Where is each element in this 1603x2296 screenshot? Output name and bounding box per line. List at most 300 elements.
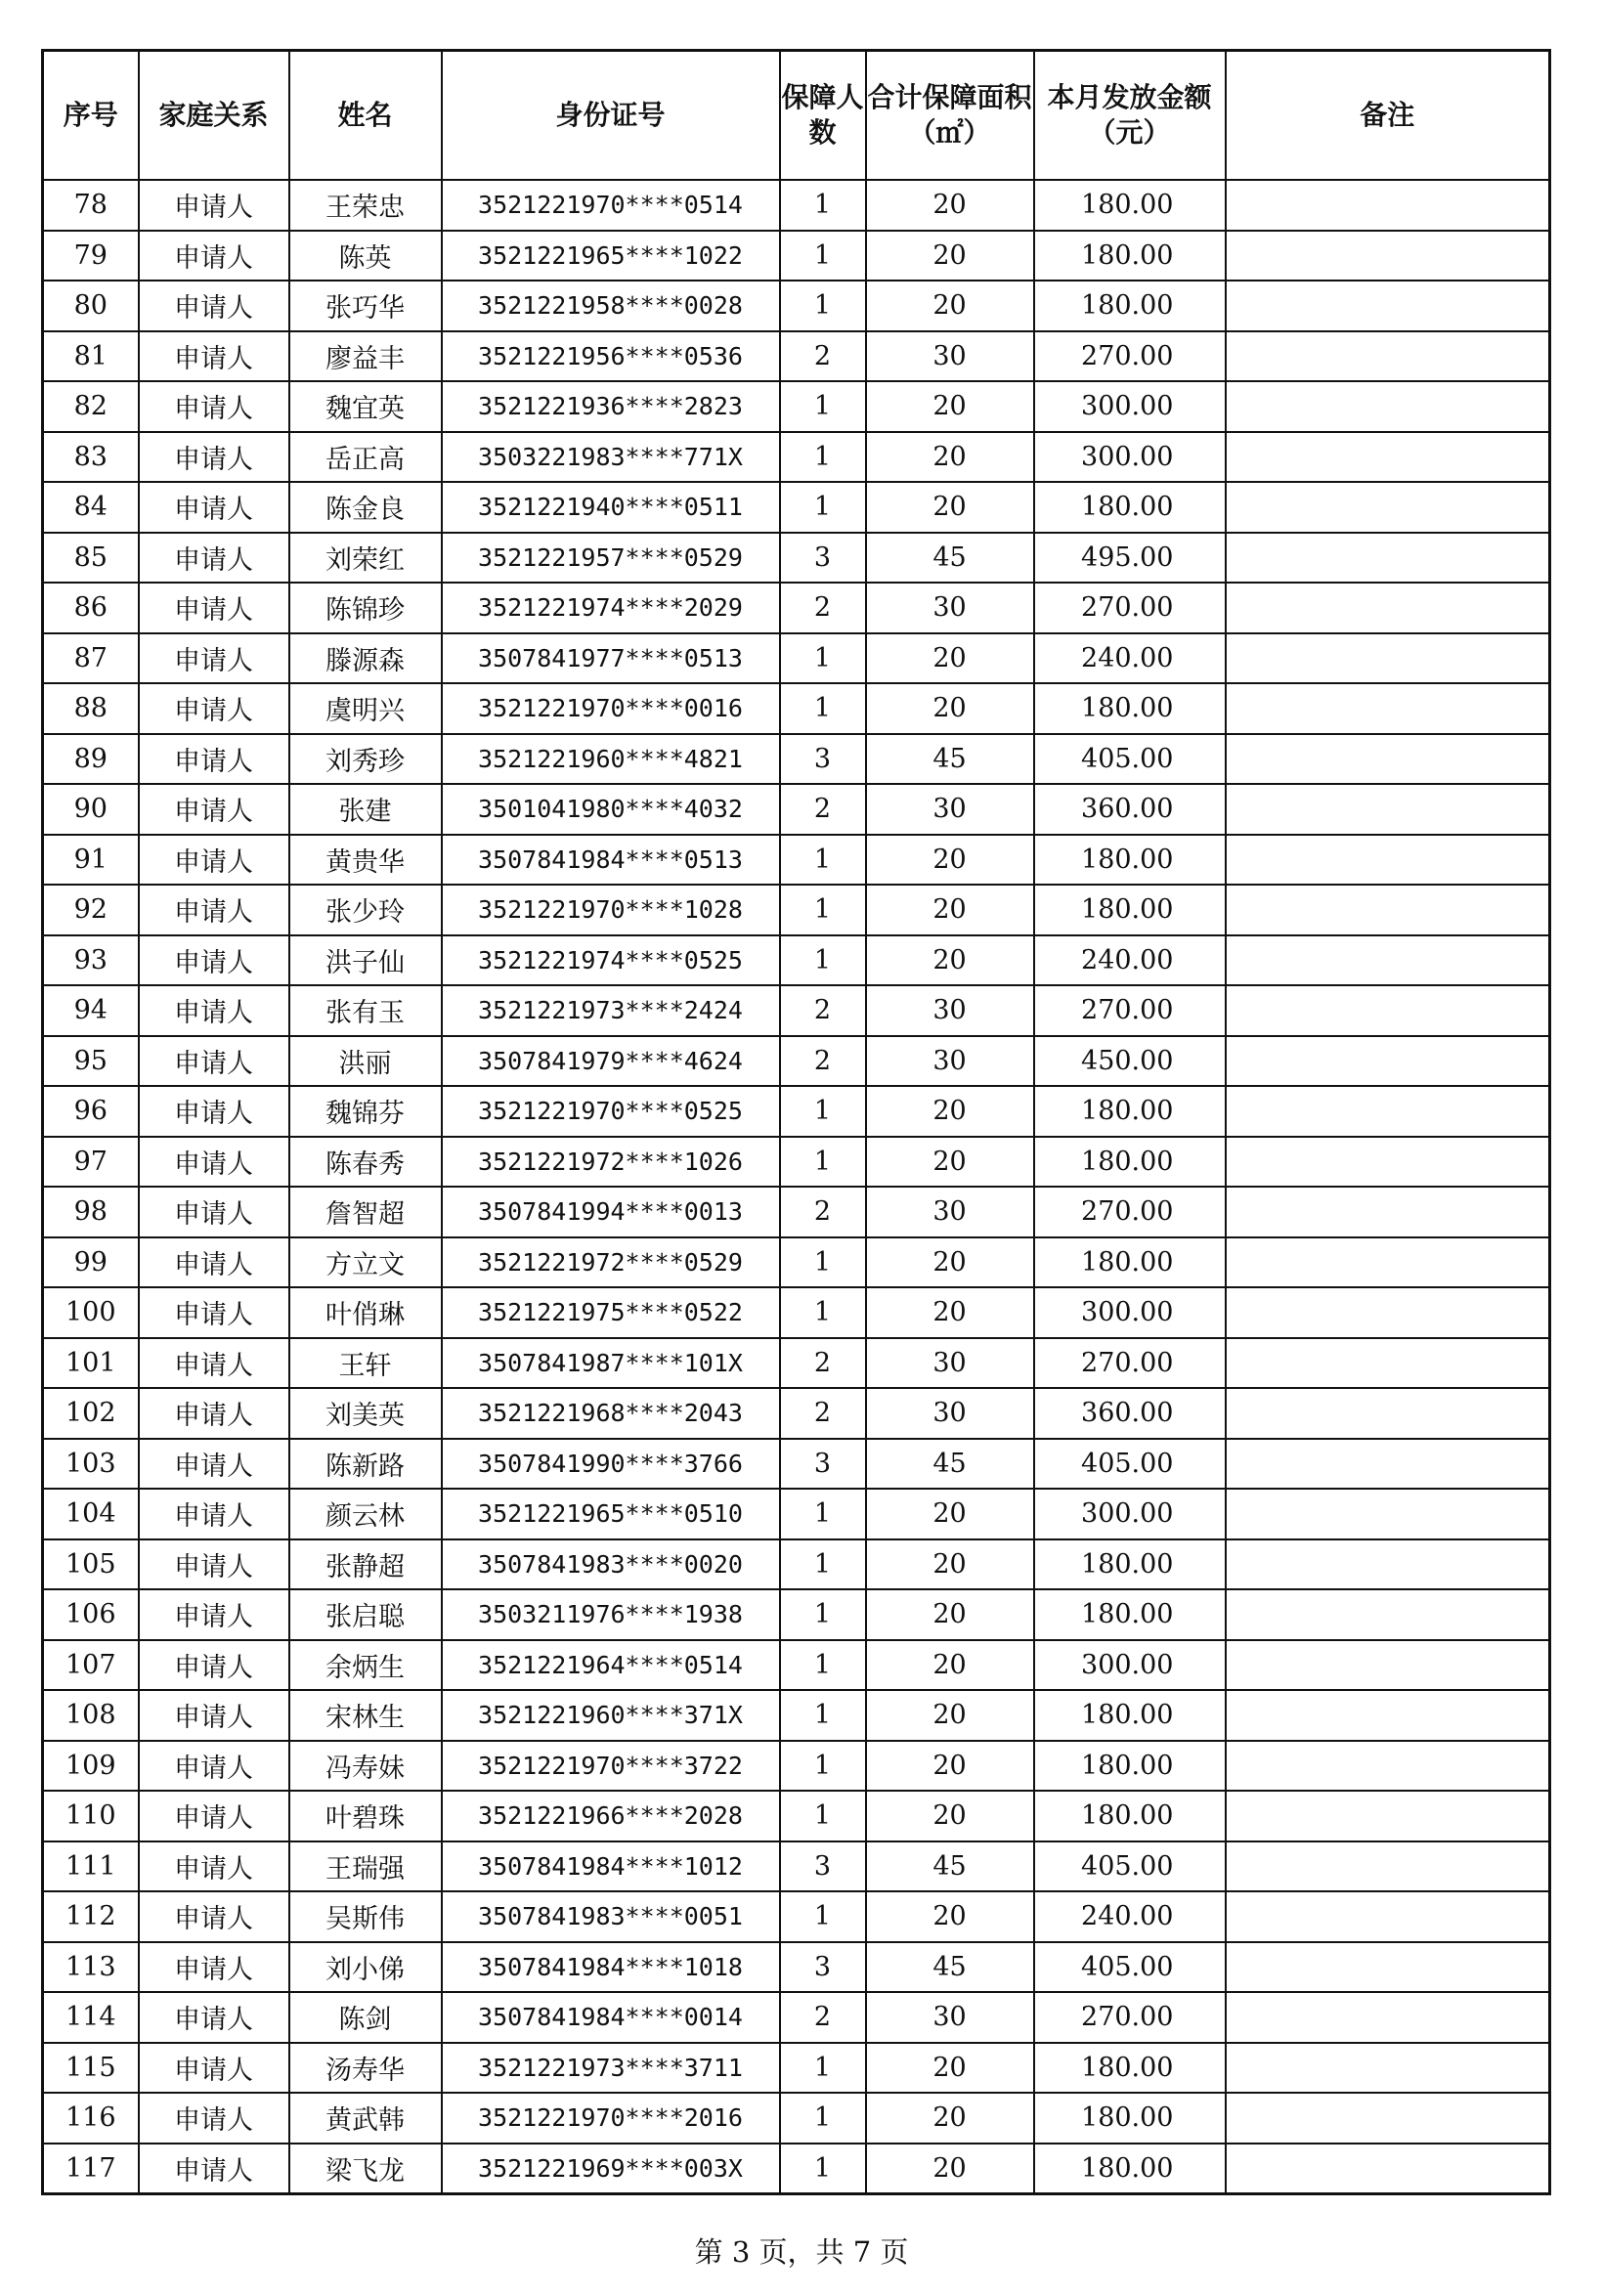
- cell-persons: 1: [780, 1891, 866, 1942]
- table-row: [43, 2043, 1550, 2094]
- cell-area: 20: [866, 1891, 1034, 1942]
- cell-remark: [1226, 1086, 1550, 1137]
- cell-name: 梁飞龙: [289, 2144, 442, 2194]
- cell-amount: 450.00: [1034, 1036, 1226, 1087]
- cell-area: 45: [866, 734, 1034, 785]
- cell-seq: 84: [43, 482, 139, 533]
- table-row: [43, 583, 1550, 633]
- cell-area: 20: [866, 1640, 1034, 1691]
- cell-name: 刘秀珍: [289, 734, 442, 785]
- cell-remark: [1226, 885, 1550, 935]
- cell-seq: 88: [43, 683, 139, 734]
- cell-remark: [1226, 1539, 1550, 1590]
- cell-area: 20: [866, 1589, 1034, 1640]
- cell-remark: [1226, 1690, 1550, 1741]
- table-body: [43, 180, 1550, 2194]
- table-row: [43, 683, 1550, 734]
- cell-amount: 240.00: [1034, 935, 1226, 986]
- cell-remark: [1226, 1741, 1550, 1792]
- cell-id-number: 3521221972****0529: [442, 1237, 780, 1288]
- cell-persons: 1: [780, 180, 866, 231]
- cell-remark: [1226, 381, 1550, 432]
- cell-name: 余炳生: [289, 1640, 442, 1691]
- cell-name: 陈锦珍: [289, 583, 442, 633]
- cell-relation: 申请人: [139, 533, 289, 584]
- cell-id-number: 3507841979****4624: [442, 1036, 780, 1087]
- cell-name: 陈英: [289, 231, 442, 282]
- cell-area: 20: [866, 683, 1034, 734]
- cell-remark: [1226, 1942, 1550, 1993]
- cell-remark: [1226, 985, 1550, 1036]
- cell-area: 30: [866, 1388, 1034, 1439]
- cell-name: 黄武韩: [289, 2093, 442, 2144]
- table-row: [43, 1338, 1550, 1389]
- table-row: [43, 1036, 1550, 1087]
- cell-area: 20: [866, 381, 1034, 432]
- table-row: [43, 180, 1550, 231]
- table-row: [43, 381, 1550, 432]
- cell-area: 20: [866, 1489, 1034, 1539]
- cell-seq: 78: [43, 180, 139, 231]
- cell-relation: 申请人: [139, 985, 289, 1036]
- cell-amount: 180.00: [1034, 2093, 1226, 2144]
- cell-area: 30: [866, 1187, 1034, 1237]
- cell-persons: 1: [780, 1489, 866, 1539]
- cell-id-number: 3521221965****1022: [442, 231, 780, 282]
- cell-remark: [1226, 231, 1550, 282]
- cell-amount: 495.00: [1034, 533, 1226, 584]
- cell-persons: 1: [780, 2043, 866, 2094]
- cell-persons: 2: [780, 1992, 866, 2043]
- cell-remark: [1226, 482, 1550, 533]
- cell-relation: 申请人: [139, 734, 289, 785]
- table-row: [43, 281, 1550, 331]
- cell-relation: 申请人: [139, 1791, 289, 1841]
- cell-seq: 110: [43, 1791, 139, 1841]
- cell-area: 20: [866, 482, 1034, 533]
- cell-name: 岳正高: [289, 432, 442, 483]
- cell-area: 20: [866, 1287, 1034, 1338]
- cell-relation: 申请人: [139, 683, 289, 734]
- cell-area: 20: [866, 885, 1034, 935]
- table-row: [43, 1791, 1550, 1841]
- cell-seq: 94: [43, 985, 139, 1036]
- cell-amount: 180.00: [1034, 1137, 1226, 1188]
- cell-id-number: 3521221970****2016: [442, 2093, 780, 2144]
- cell-name: 陈新路: [289, 1439, 442, 1490]
- table-row: [43, 1891, 1550, 1942]
- cell-remark: [1226, 1237, 1550, 1288]
- cell-id-number: 3521221940****0511: [442, 482, 780, 533]
- cell-amount: 180.00: [1034, 231, 1226, 282]
- cell-amount: 405.00: [1034, 1841, 1226, 1892]
- page-footer: 第 3 页，共 7 页: [694, 2235, 909, 2269]
- cell-persons: 1: [780, 935, 866, 986]
- cell-area: 30: [866, 1036, 1034, 1087]
- header-amount: 本月发放金额（元）: [1034, 51, 1226, 181]
- cell-remark: [1226, 2144, 1550, 2194]
- cell-area: 20: [866, 935, 1034, 986]
- cell-amount: 270.00: [1034, 1992, 1226, 2043]
- cell-relation: 申请人: [139, 1690, 289, 1741]
- cell-seq: 114: [43, 1992, 139, 2043]
- cell-name: 黄贵华: [289, 835, 442, 886]
- cell-name: 吴斯伟: [289, 1891, 442, 1942]
- cell-relation: 申请人: [139, 633, 289, 684]
- cell-area: 30: [866, 1338, 1034, 1389]
- cell-id-number: 3507841984****0513: [442, 835, 780, 886]
- cell-relation: 申请人: [139, 482, 289, 533]
- cell-area: 20: [866, 633, 1034, 684]
- table-row: [43, 1388, 1550, 1439]
- cell-amount: 180.00: [1034, 1791, 1226, 1841]
- cell-relation: 申请人: [139, 935, 289, 986]
- cell-amount: 180.00: [1034, 1589, 1226, 1640]
- cell-id-number: 3521221960****4821: [442, 734, 780, 785]
- cell-amount: 240.00: [1034, 633, 1226, 684]
- cell-relation: 申请人: [139, 2043, 289, 2094]
- cell-persons: 2: [780, 583, 866, 633]
- cell-amount: 180.00: [1034, 835, 1226, 886]
- cell-relation: 申请人: [139, 1237, 289, 1288]
- table-row: [43, 835, 1550, 886]
- cell-persons: 2: [780, 784, 866, 835]
- cell-relation: 申请人: [139, 2144, 289, 2194]
- cell-area: 30: [866, 1992, 1034, 2043]
- table-row: [43, 784, 1550, 835]
- cell-id-number: 3521221956****0536: [442, 331, 780, 382]
- table-row: [43, 1741, 1550, 1792]
- cell-name: 魏锦芬: [289, 1086, 442, 1137]
- table-header-row: [43, 51, 1550, 181]
- cell-area: 20: [866, 1539, 1034, 1590]
- header-relation: 家庭关系: [139, 51, 289, 181]
- cell-name: 陈金良: [289, 482, 442, 533]
- cell-relation: 申请人: [139, 1992, 289, 2043]
- cell-area: 30: [866, 331, 1034, 382]
- cell-id-number: 3521221970****3722: [442, 1741, 780, 1792]
- cell-id-number: 3521221974****0525: [442, 935, 780, 986]
- cell-id-number: 3507841987****101X: [442, 1338, 780, 1389]
- cell-persons: 1: [780, 835, 866, 886]
- table-row: [43, 533, 1550, 584]
- cell-relation: 申请人: [139, 583, 289, 633]
- cell-id-number: 3507841984****1018: [442, 1942, 780, 1993]
- cell-amount: 270.00: [1034, 583, 1226, 633]
- cell-area: 20: [866, 2144, 1034, 2194]
- cell-area: 30: [866, 583, 1034, 633]
- cell-persons: 1: [780, 2144, 866, 2194]
- cell-persons: 1: [780, 1086, 866, 1137]
- cell-persons: 2: [780, 1036, 866, 1087]
- cell-id-number: 3521221970****0514: [442, 180, 780, 231]
- table-row: [43, 1640, 1550, 1691]
- cell-seq: 111: [43, 1841, 139, 1892]
- cell-remark: [1226, 784, 1550, 835]
- cell-id-number: 3521221965****0510: [442, 1489, 780, 1539]
- table-row: [43, 1137, 1550, 1188]
- cell-remark: [1226, 1489, 1550, 1539]
- cell-seq: 108: [43, 1690, 139, 1741]
- cell-name: 陈春秀: [289, 1137, 442, 1188]
- cell-area: 45: [866, 1942, 1034, 1993]
- cell-name: 张启聪: [289, 1589, 442, 1640]
- cell-remark: [1226, 683, 1550, 734]
- table-row: [43, 1841, 1550, 1892]
- table-row: [43, 331, 1550, 382]
- cell-seq: 107: [43, 1640, 139, 1691]
- cell-area: 20: [866, 432, 1034, 483]
- cell-amount: 180.00: [1034, 482, 1226, 533]
- cell-persons: 1: [780, 1690, 866, 1741]
- cell-seq: 96: [43, 1086, 139, 1137]
- table-row: [43, 231, 1550, 282]
- cell-name: 滕源森: [289, 633, 442, 684]
- cell-name: 洪子仙: [289, 935, 442, 986]
- cell-remark: [1226, 281, 1550, 331]
- cell-id-number: 3507841990****3766: [442, 1439, 780, 1490]
- cell-amount: 180.00: [1034, 1086, 1226, 1137]
- cell-name: 詹智超: [289, 1187, 442, 1237]
- header-area: 合计保障面积（㎡）: [866, 51, 1034, 181]
- cell-id-number: 3521221973****2424: [442, 985, 780, 1036]
- header-name: 姓名: [289, 51, 442, 181]
- cell-name: 张建: [289, 784, 442, 835]
- cell-relation: 申请人: [139, 1489, 289, 1539]
- header-seq: 序号: [43, 51, 139, 181]
- cell-persons: 1: [780, 1589, 866, 1640]
- cell-persons: 1: [780, 885, 866, 935]
- table-row: [43, 1539, 1550, 1590]
- cell-area: 20: [866, 1137, 1034, 1188]
- cell-remark: [1226, 1589, 1550, 1640]
- cell-id-number: 3503211976****1938: [442, 1589, 780, 1640]
- cell-name: 汤寿华: [289, 2043, 442, 2094]
- cell-seq: 89: [43, 734, 139, 785]
- cell-relation: 申请人: [139, 1086, 289, 1137]
- header-remark: 备注: [1226, 51, 1550, 181]
- cell-amount: 270.00: [1034, 331, 1226, 382]
- cell-seq: 116: [43, 2093, 139, 2144]
- cell-name: 虞明兴: [289, 683, 442, 734]
- cell-remark: [1226, 1187, 1550, 1237]
- cell-name: 刘美英: [289, 1388, 442, 1439]
- cell-name: 张少玲: [289, 885, 442, 935]
- cell-seq: 79: [43, 231, 139, 282]
- cell-seq: 80: [43, 281, 139, 331]
- cell-remark: [1226, 1287, 1550, 1338]
- cell-seq: 102: [43, 1388, 139, 1439]
- cell-id-number: 3507841983****0020: [442, 1539, 780, 1590]
- cell-amount: 360.00: [1034, 1388, 1226, 1439]
- cell-amount: 300.00: [1034, 381, 1226, 432]
- cell-relation: 申请人: [139, 784, 289, 835]
- cell-persons: 1: [780, 281, 866, 331]
- cell-amount: 180.00: [1034, 1539, 1226, 1590]
- cell-amount: 405.00: [1034, 1942, 1226, 1993]
- cell-amount: 300.00: [1034, 1287, 1226, 1338]
- cell-persons: 1: [780, 1741, 866, 1792]
- cell-remark: [1226, 835, 1550, 886]
- cell-id-number: 3521221936****2823: [442, 381, 780, 432]
- table-row: [43, 985, 1550, 1036]
- table-row: [43, 935, 1550, 986]
- cell-seq: 87: [43, 633, 139, 684]
- cell-remark: [1226, 734, 1550, 785]
- cell-name: 叶碧珠: [289, 1791, 442, 1841]
- cell-persons: 1: [780, 231, 866, 282]
- cell-relation: 申请人: [139, 180, 289, 231]
- cell-id-number: 3521221960****371X: [442, 1690, 780, 1741]
- cell-id-number: 3507841977****0513: [442, 633, 780, 684]
- cell-relation: 申请人: [139, 835, 289, 886]
- cell-remark: [1226, 2093, 1550, 2144]
- cell-area: 30: [866, 784, 1034, 835]
- cell-seq: 115: [43, 2043, 139, 2094]
- cell-id-number: 3521221968****2043: [442, 1388, 780, 1439]
- cell-name: 王轩: [289, 1338, 442, 1389]
- cell-amount: 270.00: [1034, 1338, 1226, 1389]
- cell-persons: 3: [780, 1942, 866, 1993]
- cell-id-number: 3521221958****0028: [442, 281, 780, 331]
- table-row: [43, 1287, 1550, 1338]
- table-row: [43, 2093, 1550, 2144]
- cell-remark: [1226, 533, 1550, 584]
- cell-seq: 113: [43, 1942, 139, 1993]
- cell-seq: 106: [43, 1589, 139, 1640]
- cell-remark: [1226, 1891, 1550, 1942]
- cell-relation: 申请人: [139, 1338, 289, 1389]
- cell-area: 20: [866, 2043, 1034, 2094]
- cell-persons: 3: [780, 734, 866, 785]
- cell-relation: 申请人: [139, 1891, 289, 1942]
- cell-name: 廖益丰: [289, 331, 442, 382]
- cell-area: 20: [866, 2093, 1034, 2144]
- cell-persons: 1: [780, 1137, 866, 1188]
- cell-amount: 360.00: [1034, 784, 1226, 835]
- cell-amount: 270.00: [1034, 985, 1226, 1036]
- cell-seq: 85: [43, 533, 139, 584]
- cell-persons: 1: [780, 2093, 866, 2144]
- cell-id-number: 3501041980****4032: [442, 784, 780, 835]
- cell-remark: [1226, 2043, 1550, 2094]
- cell-persons: 2: [780, 331, 866, 382]
- cell-persons: 1: [780, 381, 866, 432]
- cell-seq: 117: [43, 2144, 139, 2194]
- cell-seq: 104: [43, 1489, 139, 1539]
- cell-amount: 405.00: [1034, 734, 1226, 785]
- cell-id-number: 3507841983****0051: [442, 1891, 780, 1942]
- table-row: [43, 1589, 1550, 1640]
- table-row: [43, 1187, 1550, 1237]
- cell-relation: 申请人: [139, 1539, 289, 1590]
- cell-remark: [1226, 633, 1550, 684]
- cell-amount: 180.00: [1034, 1237, 1226, 1288]
- cell-relation: 申请人: [139, 1187, 289, 1237]
- table-row: [43, 1489, 1550, 1539]
- cell-relation: 申请人: [139, 1137, 289, 1188]
- cell-persons: 2: [780, 985, 866, 1036]
- cell-amount: 240.00: [1034, 1891, 1226, 1942]
- cell-seq: 82: [43, 381, 139, 432]
- cell-seq: 93: [43, 935, 139, 986]
- cell-persons: 1: [780, 482, 866, 533]
- cell-name: 张有玉: [289, 985, 442, 1036]
- cell-relation: 申请人: [139, 281, 289, 331]
- cell-persons: 1: [780, 432, 866, 483]
- cell-name: 冯寿妹: [289, 1741, 442, 1792]
- cell-persons: 3: [780, 1439, 866, 1490]
- cell-id-number: 3521221974****2029: [442, 583, 780, 633]
- cell-remark: [1226, 1841, 1550, 1892]
- table-row: [43, 1439, 1550, 1490]
- cell-name: 宋林生: [289, 1690, 442, 1741]
- cell-persons: 1: [780, 1287, 866, 1338]
- cell-persons: 1: [780, 1539, 866, 1590]
- cell-amount: 300.00: [1034, 432, 1226, 483]
- cell-name: 陈剑: [289, 1992, 442, 2043]
- cell-id-number: 3521221969****003X: [442, 2144, 780, 2194]
- cell-persons: 2: [780, 1338, 866, 1389]
- cell-name: 张巧华: [289, 281, 442, 331]
- cell-persons: 1: [780, 633, 866, 684]
- cell-seq: 97: [43, 1137, 139, 1188]
- cell-persons: 2: [780, 1187, 866, 1237]
- cell-seq: 98: [43, 1187, 139, 1237]
- cell-seq: 91: [43, 835, 139, 886]
- cell-seq: 83: [43, 432, 139, 483]
- table-row: [43, 1690, 1550, 1741]
- cell-id-number: 3521221975****0522: [442, 1287, 780, 1338]
- cell-seq: 99: [43, 1237, 139, 1288]
- cell-amount: 180.00: [1034, 1741, 1226, 1792]
- cell-persons: 1: [780, 1640, 866, 1691]
- cell-id-number: 3521221970****0016: [442, 683, 780, 734]
- cell-relation: 申请人: [139, 231, 289, 282]
- cell-id-number: 3507841994****0013: [442, 1187, 780, 1237]
- cell-amount: 180.00: [1034, 885, 1226, 935]
- table-row: [43, 1237, 1550, 1288]
- cell-area: 20: [866, 1791, 1034, 1841]
- cell-remark: [1226, 1791, 1550, 1841]
- cell-relation: 申请人: [139, 1388, 289, 1439]
- cell-persons: 1: [780, 1791, 866, 1841]
- cell-area: 20: [866, 1237, 1034, 1288]
- cell-name: 张静超: [289, 1539, 442, 1590]
- cell-relation: 申请人: [139, 1439, 289, 1490]
- cell-seq: 81: [43, 331, 139, 382]
- subsidy-table: [41, 49, 1551, 2195]
- cell-relation: 申请人: [139, 885, 289, 935]
- cell-relation: 申请人: [139, 432, 289, 483]
- cell-area: 20: [866, 835, 1034, 886]
- cell-seq: 100: [43, 1287, 139, 1338]
- cell-seq: 101: [43, 1338, 139, 1389]
- table-row: [43, 2144, 1550, 2194]
- table-row: [43, 1086, 1550, 1137]
- cell-id-number: 3521221972****1026: [442, 1137, 780, 1188]
- cell-area: 20: [866, 281, 1034, 331]
- cell-amount: 180.00: [1034, 2043, 1226, 2094]
- cell-name: 魏宜英: [289, 381, 442, 432]
- cell-name: 王荣忠: [289, 180, 442, 231]
- cell-relation: 申请人: [139, 2093, 289, 2144]
- cell-remark: [1226, 935, 1550, 986]
- cell-id-number: 3507841984****1012: [442, 1841, 780, 1892]
- cell-name: 方立文: [289, 1237, 442, 1288]
- cell-amount: 300.00: [1034, 1489, 1226, 1539]
- cell-remark: [1226, 1992, 1550, 2043]
